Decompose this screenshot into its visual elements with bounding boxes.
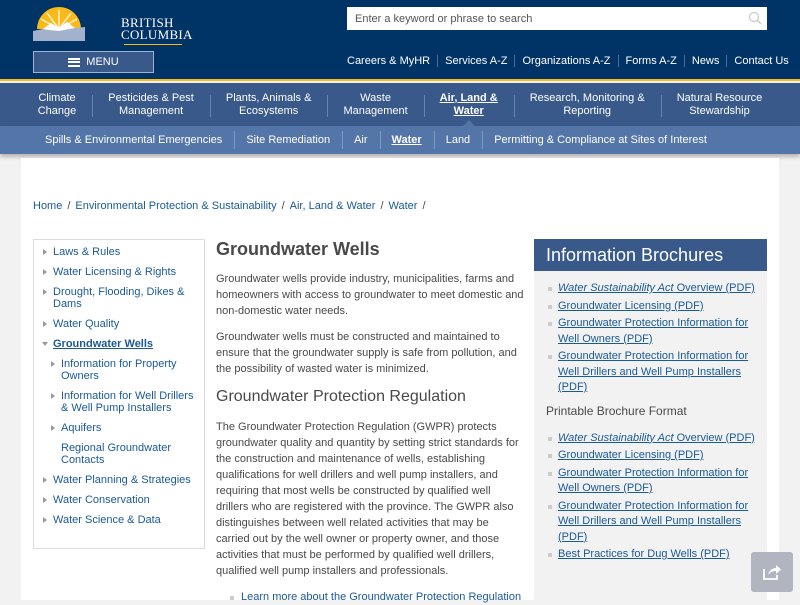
chevron-right-icon <box>43 269 47 275</box>
nav-research[interactable]: Research, Monitoring & Reporting <box>514 83 661 126</box>
printable-link-wsa-overview[interactable]: Water Sustainability Act Overview (PDF) <box>558 431 755 444</box>
learn-more-gwpr-link[interactable]: Learn more about the Groundwater Protection Regulation <box>241 591 522 603</box>
top-link-contact[interactable]: Contact Us <box>726 55 795 67</box>
chevron-down-icon <box>42 342 48 346</box>
main-content <box>216 238 524 605</box>
breadcrumb-air-land-water[interactable]: Air, Land & Water <box>289 200 376 212</box>
list-item <box>546 466 755 497</box>
top-link-organizations[interactable]: Organizations A-Z <box>514 55 617 67</box>
subnav-water[interactable]: Water <box>380 134 434 146</box>
intro-paragraph: Groundwater wells provide industry, municipalities, farms and homeowners with access to groundwater to meet domestic and non-domestic water needs. <box>216 273 524 317</box>
printable-link-dug-wells[interactable]: Best Practices for Dug Wells (PDF) <box>558 548 730 560</box>
sidenav-regional-contacts[interactable]: Regional Groundwater Contacts <box>61 442 172 466</box>
top-link-news[interactable]: News <box>684 55 727 67</box>
list-item <box>224 589 524 605</box>
chevron-right-icon <box>43 497 47 503</box>
subnav-air[interactable]: Air <box>342 134 379 146</box>
sidenav-water-quality[interactable]: Water Quality <box>34 318 204 330</box>
sidenav-property-owners[interactable]: Information for Property Owners <box>34 358 204 382</box>
logo-line1: BRITISH <box>121 15 174 30</box>
top-links <box>340 53 796 69</box>
printable-link-well-owners[interactable]: Groundwater Protection Information for Well Owners (PDF) <box>558 466 749 494</box>
chevron-right-icon <box>43 477 47 483</box>
nav-pesticides[interactable]: Pesticides & Pest Management <box>92 83 210 126</box>
list-item <box>546 547 755 563</box>
nav-plants-animals[interactable]: Plants, Animals & Ecosystems <box>210 83 328 126</box>
construction-paragraph: Groundwater wells must be constructed and maintained to ensure that the groundwater supply is safe from pollution, and the possibility of wasted water is minimized. <box>216 331 517 375</box>
breadcrumb: Home / Environmental Protection & Sustainability / Air, Land & Water / Water / <box>33 200 426 212</box>
subnav-spills[interactable]: Spills & Environmental Emergencies <box>45 134 223 146</box>
chevron-right-icon <box>43 517 47 523</box>
search-input[interactable] <box>347 7 767 30</box>
gwpr-paragraph: The Groundwater Protection Regulation (GWPR) protects groundwater quality and quantity by setting strict standards for the construction and maintenance of wells, establishing qualifications for well drillers and well pump installers, and requiring that most wells be constructed by qualified well drillers who are registered with the province. The GWPR also distinguishes between well related activities that may be carried out by the well owner or property owner, and those activities that must be performed by qualified well drillers, qualified well pump installers and professionals. <box>216 421 519 577</box>
sun-mountain-logo-icon <box>33 7 85 41</box>
nav-natural-resource[interactable]: Natural Resource Stewardship <box>661 83 779 126</box>
sidenav-drought-flooding[interactable]: Drought, Flooding, Dikes & Dams <box>34 286 204 310</box>
list-item <box>546 281 755 297</box>
breadcrumb-water[interactable]: Water <box>388 200 418 212</box>
subnav-land[interactable]: Land <box>434 134 482 146</box>
printable-link-licensing[interactable]: Groundwater Licensing (PDF) <box>558 449 704 461</box>
page-body <box>21 158 779 603</box>
subnav-site-remediation[interactable]: Site Remediation <box>234 134 342 146</box>
sidenav-water-planning[interactable]: Water Planning & Strategies <box>34 474 204 486</box>
breadcrumb-home[interactable]: Home <box>33 200 63 212</box>
list-item <box>546 316 755 347</box>
chevron-right-icon <box>51 425 55 431</box>
chevron-right-icon <box>51 393 55 399</box>
chevron-right-icon <box>43 249 47 255</box>
nav-climate-change[interactable]: Climate Change <box>37 91 77 117</box>
primary-nav <box>0 83 800 126</box>
gwpr-links <box>224 589 524 605</box>
brochures-title: Information Brochures <box>534 239 767 271</box>
chevron-right-icon <box>51 361 55 367</box>
brochure-link-well-drillers[interactable]: Groundwater Protection Information for Well Drillers and Well Pump Installers (PDF) <box>558 350 749 393</box>
search-placeholder: Enter a keyword or phrase to search <box>355 12 533 25</box>
top-link-forms[interactable]: Forms A-Z <box>618 55 684 67</box>
share-icon <box>762 563 782 581</box>
top-link-careers[interactable]: Careers & MyHR <box>347 55 431 67</box>
sidenav-laws-rules[interactable]: Laws & Rules <box>34 246 204 258</box>
breadcrumb-env-protection[interactable]: Environmental Protection & Sustainability <box>75 200 277 212</box>
menu-button[interactable] <box>33 51 154 73</box>
information-brochures-panel <box>534 239 767 600</box>
brochure-link-well-owners[interactable]: Groundwater Protection Information for Well Owners (PDF) <box>558 317 749 345</box>
sidenav-water-science[interactable]: Water Science & Data <box>34 514 204 526</box>
section-heading-gwpr: Groundwater Protection Regulation <box>216 388 466 405</box>
share-button[interactable] <box>751 552 793 592</box>
list-item <box>546 431 755 447</box>
printable-link-well-drillers[interactable]: Groundwater Protection Information for Well Drillers and Well Pump Installers (PDF) <box>558 499 749 543</box>
logo-line2: COLUMBIA <box>121 27 193 42</box>
printable-brochure-list <box>534 418 767 563</box>
subnav-permitting[interactable]: Permitting & Compliance at Sites of Interest <box>482 134 719 146</box>
page-title: Groundwater Wells <box>216 239 380 259</box>
side-nav <box>33 239 205 549</box>
list-item <box>546 299 755 315</box>
nav-waste[interactable]: Waste Management <box>327 83 423 126</box>
menu-label: MENU <box>86 56 119 68</box>
top-link-services[interactable]: Services A-Z <box>437 55 514 67</box>
secondary-nav <box>0 126 800 154</box>
sidenav-water-licensing[interactable]: Water Licensing & Rights <box>34 266 204 278</box>
list-item <box>546 448 755 464</box>
list-item <box>546 499 755 546</box>
sidenav-well-drillers[interactable]: Information for Well Drillers & Well Pump Installers <box>34 390 204 414</box>
nav-air-land-water[interactable]: Air, Land & Water <box>424 83 514 126</box>
hamburger-icon <box>68 58 80 67</box>
brochure-list <box>534 271 767 396</box>
sidenav-groundwater-wells[interactable]: Groundwater Wells <box>34 338 204 350</box>
printable-brochure-heading: Printable Brochure Format <box>546 403 687 418</box>
bc-logo[interactable] <box>33 7 193 43</box>
logo-text <box>121 17 193 45</box>
brochure-link-licensing[interactable]: Groundwater Licensing (PDF) <box>558 299 704 312</box>
search-icon[interactable] <box>748 11 762 25</box>
site-header <box>0 0 800 81</box>
chevron-right-icon <box>43 289 47 295</box>
chevron-right-icon <box>43 321 47 327</box>
brochure-link-wsa-overview[interactable]: Water Sustainability Act Overview (PDF) <box>558 282 755 294</box>
list-item <box>546 349 755 396</box>
sidenav-water-conservation[interactable]: Water Conservation <box>34 494 204 506</box>
sidenav-aquifers[interactable]: Aquifers <box>34 422 204 434</box>
